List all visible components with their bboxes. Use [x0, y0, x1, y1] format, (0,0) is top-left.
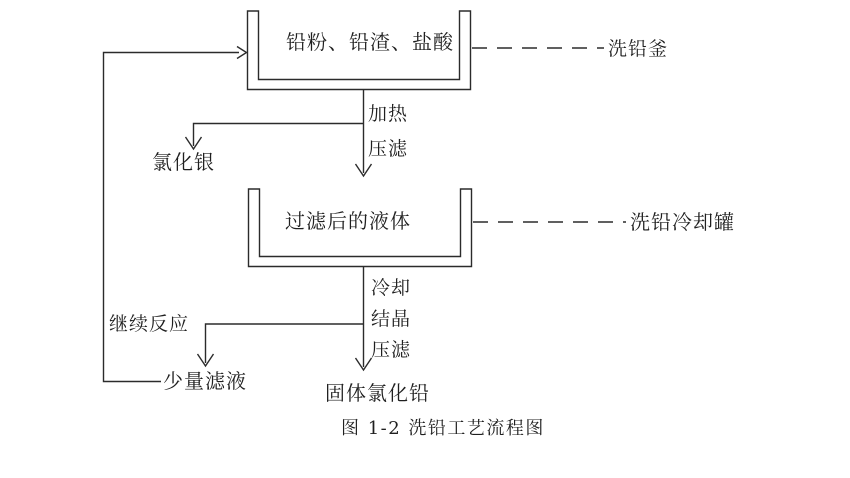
step-crystallize-label: 结晶 — [371, 308, 412, 330]
vessel2-equipment-label: 洗铅冷却罐 — [630, 210, 735, 234]
step-filter1-label: 压滤 — [368, 138, 409, 160]
outlet-arrow-vessel2 — [356, 267, 372, 371]
step-filter2-label: 压滤 — [371, 339, 412, 361]
recycle-loop-label: 继续反应 — [109, 313, 190, 335]
branch-arrow-byproduct1 — [186, 124, 364, 150]
product-label: 固体氯化铅 — [325, 381, 430, 405]
vessel1-content-label: 铅粉、铅渣、盐酸 — [286, 30, 454, 54]
branch-arrow-filtrate — [198, 324, 364, 366]
byproduct1-label: 氯化银 — [152, 150, 215, 174]
step-cool-label: 冷却 — [371, 277, 412, 299]
vessel2-content-label: 过滤后的液体 — [285, 209, 411, 233]
vessel1-equipment-label: 洗铅釜 — [608, 38, 669, 60]
figure-caption: 图 1-2 洗铅工艺流程图 — [341, 418, 545, 439]
step-heat-label: 加热 — [368, 103, 409, 125]
filtrate-label: 少量滤液 — [163, 369, 247, 393]
